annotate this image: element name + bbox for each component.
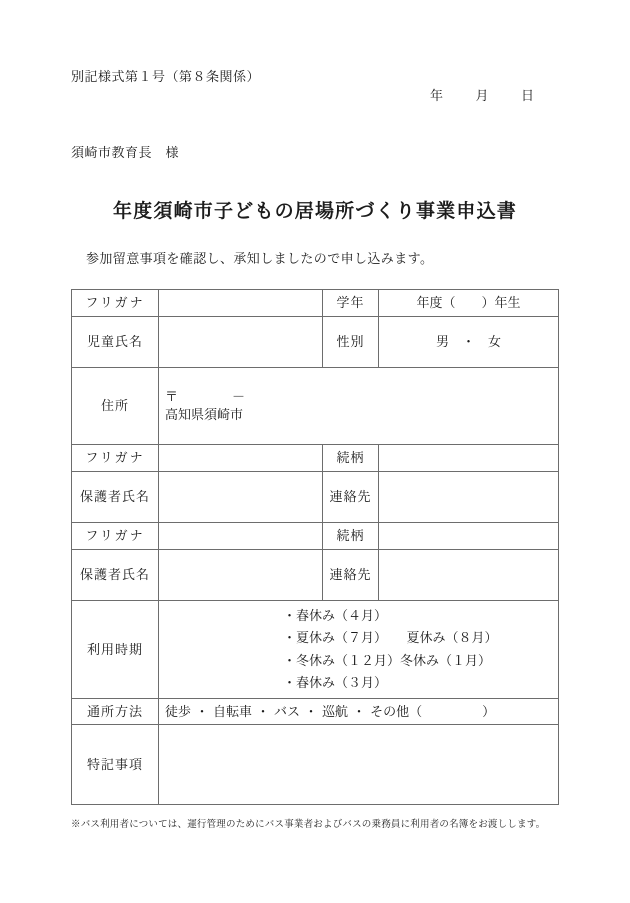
grade-label: 学年	[323, 290, 379, 317]
date-day-label: 日	[521, 88, 535, 103]
guardian1-contact-label: 連絡先	[323, 472, 379, 523]
guardian1-contact-field[interactable]	[379, 472, 559, 523]
guardian2-furigana-label: フリガナ	[72, 523, 159, 550]
guardian2-name-field[interactable]	[159, 550, 323, 601]
table-row-child-furigana	[72, 290, 559, 317]
table-row-child-name	[72, 317, 559, 368]
special-notes-field[interactable]	[159, 725, 559, 805]
period-option-winter[interactable]: ・冬休み（１２月）冬休み（１月）	[283, 652, 492, 668]
guardian1-relation-label: 続柄	[323, 445, 379, 472]
address-field[interactable]	[159, 368, 559, 445]
commute-option-bus[interactable]: バス	[274, 703, 301, 719]
grade-value[interactable]: 年度（ ）年生	[379, 290, 559, 317]
commute-method-options	[159, 699, 559, 725]
guardian2-name-label: 保護者氏名	[72, 550, 159, 601]
commute-option-other-close: ）	[482, 703, 496, 719]
period-option-summer[interactable]: ・夏休み（７月） 夏休み（８月）	[283, 630, 498, 646]
commute-separator-1: ・	[195, 703, 209, 719]
usage-period-label: 利用時期	[72, 601, 159, 699]
date-year-label: 年	[430, 88, 444, 103]
table-row-guardian2-name	[72, 550, 559, 601]
guardian1-furigana-label: フリガナ	[72, 445, 159, 472]
table-row-usage-period	[72, 601, 559, 699]
form-number: 別記様式第１号（第８条関係）	[71, 69, 261, 84]
commute-option-walk[interactable]: 徒歩	[165, 703, 192, 719]
child-name-label: 児童氏名	[72, 317, 159, 368]
table-row-commute-method	[72, 699, 559, 725]
date-month-label: 月	[475, 88, 489, 103]
page-title: 年度須崎市子どもの居場所づくり事業申込書	[112, 201, 517, 222]
commute-method-label: 通所方法	[72, 699, 159, 725]
gender-label: 性別	[323, 317, 379, 368]
commute-option-bicycle[interactable]: 自転車	[213, 703, 253, 719]
lead-statement: 参加留意事項を確認し、承知しましたので申し込みます。	[86, 251, 434, 266]
guardian1-relation-field[interactable]	[379, 445, 559, 472]
child-furigana-label: フリガナ	[72, 290, 159, 317]
date-line	[430, 85, 534, 104]
address-city-line: 高知県須崎市	[165, 407, 244, 422]
commute-option-other-label[interactable]: その他（	[370, 703, 423, 719]
period-option-spring-march[interactable]: ・春休み（３月）	[283, 674, 388, 690]
guardian2-contact-field[interactable]	[379, 550, 559, 601]
commute-separator-4: ・	[352, 703, 366, 719]
addressee: 須崎市教育長 様	[71, 145, 180, 160]
guardian2-relation-field[interactable]	[379, 523, 559, 550]
child-name-field[interactable]	[159, 317, 323, 368]
guardian1-furigana-field[interactable]	[159, 445, 323, 472]
table-row-guardian2-furigana	[72, 523, 559, 550]
special-notes-label: 特記事項	[72, 725, 159, 805]
table-row-guardian1-name	[72, 472, 559, 523]
zip-dash: －	[232, 389, 246, 405]
zip-mark-icon: 〒	[165, 389, 179, 405]
guardian1-name-field[interactable]	[159, 472, 323, 523]
commute-option-shuttle[interactable]: 巡航	[322, 703, 349, 719]
guardian1-name-label: 保護者氏名	[72, 472, 159, 523]
table-row-special-notes	[72, 725, 559, 805]
commute-separator-3: ・	[304, 703, 318, 719]
guardian2-contact-label: 連絡先	[323, 550, 379, 601]
table-row-address	[72, 368, 559, 445]
usage-period-options	[159, 601, 559, 699]
application-table	[71, 289, 559, 805]
gender-value[interactable]: 男 ・ 女	[379, 317, 559, 368]
address-label: 住所	[72, 368, 159, 445]
address-zip-line	[165, 388, 552, 406]
period-option-spring-april[interactable]: ・春休み（４月）	[283, 607, 388, 623]
commute-separator-2: ・	[256, 703, 270, 719]
table-row-guardian1-furigana	[72, 445, 559, 472]
footer-note: ※バス利用者については、運行管理のためにバス事業者およびバスの乗務員に利用者の名簿をお渡しします。	[71, 820, 546, 830]
guardian2-furigana-field[interactable]	[159, 523, 323, 550]
guardian2-relation-label: 続柄	[323, 523, 379, 550]
child-furigana-field[interactable]	[159, 290, 323, 317]
